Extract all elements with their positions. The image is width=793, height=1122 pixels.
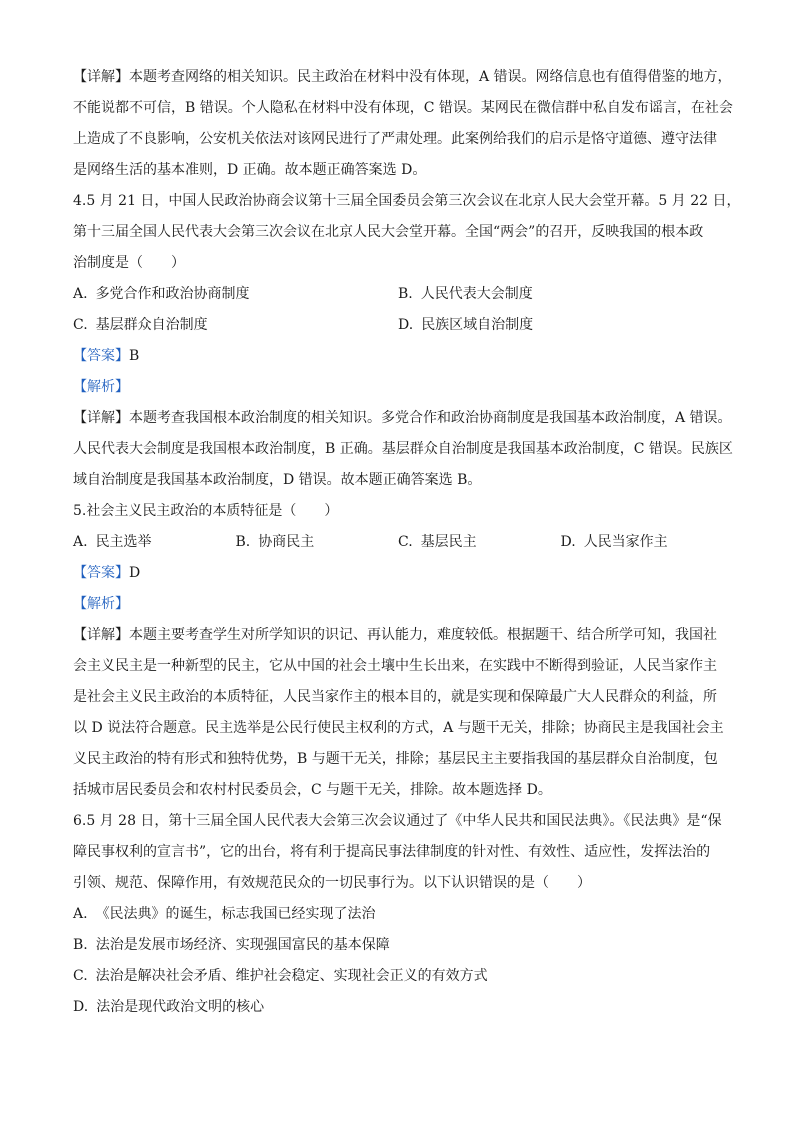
q4-options-row: [73, 310, 723, 341]
q3-detail-label: 【详解】: [73, 69, 129, 85]
q4-stem: [73, 186, 741, 279]
q4-answer-value: B: [129, 348, 140, 364]
q4-detail-line: 本题考查我国根本政治制度的相关知识。多党合作和政治协商制度是我国基本政治制度，A 错误。: [129, 410, 732, 426]
q5-option-b: B. 协商民主: [235, 534, 315, 550]
q4-option-d: D. 民族区域自治制度: [398, 317, 534, 333]
q3-detail-line: 本题考查网络的相关知识。民主政治在材料中没有体现，A 错误。网络信息也有值得借鉴的地方，: [129, 69, 732, 85]
q4-detail: [73, 403, 733, 496]
q5-option-d: D. 人民当家作主: [560, 534, 668, 550]
q4-option-a: A. 多党合作和政治协商制度: [73, 286, 250, 302]
q5-detail-line: 是社会主义民主政治的本质特征，人民当家作主的根本目的，就是实现和保障最广大人民群众的利益，所: [73, 689, 717, 705]
q4-detail-label: 【详解】: [73, 410, 129, 426]
q5-detail-line: 括城市居民委员会和农村村民委员会，C 与题干无关，排除。故本题选择 D。: [73, 782, 552, 798]
q5-answer-label: 【答案】: [73, 565, 129, 581]
q6-option-d: D. 法治是现代政治文明的核心: [73, 999, 265, 1015]
q4-detail-line: 域自治制度是我国基本政治制度，D 错误。故本题正确答案选 B。: [73, 472, 482, 488]
q5-detail-line: 本题主要考查学生对所学知识的识记、再认能力，难度较低。根据题干、结合所学可知，我国社: [129, 627, 717, 643]
q5-answer-value: D: [129, 565, 141, 581]
q5-analysis-label: 【解析】: [73, 596, 129, 612]
q5-detail-label: 【详解】: [73, 627, 129, 643]
q4-analysis-label: 【解析】: [73, 379, 129, 395]
q5-options-row: [73, 527, 723, 558]
q3-detail-line: 不能说都不可信，B 错误。个人隐私在材料中没有体现，C 错误。某网民在微信群中私自发布谣言，在社会: [73, 100, 733, 116]
q3-detail-line: 上造成了不良影响，公安机关依法对该网民进行了严肃处理。此案例给我们的启示是恪守道德、遵守法律: [73, 131, 717, 147]
q5-stem: 5.社会主义民主政治的本质特征是（ ）: [73, 503, 339, 519]
q6-option-c: C. 法治是解决社会矛盾、维护社会稳定、实现社会正义的有效方式: [73, 968, 488, 984]
q5-detail: [73, 620, 723, 806]
q4-stem-line: 第十三届全国人民代表大会第三次会议在北京人民大会堂开幕。全国“两会”的召开，反映我国的根本政: [73, 224, 704, 240]
q3-detail: [73, 62, 733, 186]
q4-option-c: C. 基层群众自治制度: [73, 317, 208, 333]
q5-detail-line: 义民主政治的特有形式和独特优势，B 与题干无关，排除；基层民主主要指我国的基层群众自治制度，包: [73, 751, 718, 767]
q4-option-b: B. 人民代表大会制度: [398, 286, 533, 302]
q4-stem-line: 4.5 月 21 日，中国人民政治协商会议第十三届全国委员会第三次会议在北京人民大会堂开幕。5 月 22 日，: [73, 193, 741, 209]
document-page: [73, 62, 741, 1023]
q4-detail-line: 人民代表大会制度是我国根本政治制度，B 正确。基层群众自治制度是我国基本政治制度，C 错误。民族区: [73, 441, 733, 457]
q3-detail-line: 是网络生活的基本准则，D 正确。故本题正确答案选 D。: [73, 162, 427, 178]
q4-answer: [73, 341, 723, 372]
q6-option-b: B. 法治是发展市场经济、实现强国富民的基本保障: [73, 937, 390, 953]
q4-stem-line: 治制度是（ ）: [73, 255, 185, 271]
q6-stem-line: 引领、规范、保障作用，有效规范民众的一切民事行为。以下认识错误的是（ ）: [73, 875, 591, 891]
q5-detail-line: 会主义民主是一种新型的民主，它从中国的社会土壤中生长出来，在实践中不断得到验证，人民当家作主: [73, 658, 717, 674]
q4-answer-label: 【答案】: [73, 348, 129, 364]
q6-option-a: A. 《民法典》的诞生，标志我国已经实现了法治: [73, 906, 376, 922]
q4-options-row: [73, 279, 723, 310]
q5-option-a: A. 民主选举: [73, 534, 152, 550]
q6-stem: [73, 806, 723, 899]
q5-option-c: C. 基层民主: [398, 534, 477, 550]
q5-answer: [73, 558, 723, 589]
q6-stem-line: 障民事权利的宣言书”，它的出台，将有利于提高民事法律制度的针对性、有效性、适应性，发挥法治的: [73, 844, 711, 860]
q6-stem-line: 6.5 月 28 日，第十三届全国人民代表大会第三次会议通过了《中华人民共和国民法典》。《民法典》是“保: [73, 813, 722, 829]
q5-detail-line: 以 D 说法符合题意。民主选举是公民行使民主权利的方式，A 与题干无关，排除；协商民主是我国社会主: [73, 720, 724, 736]
